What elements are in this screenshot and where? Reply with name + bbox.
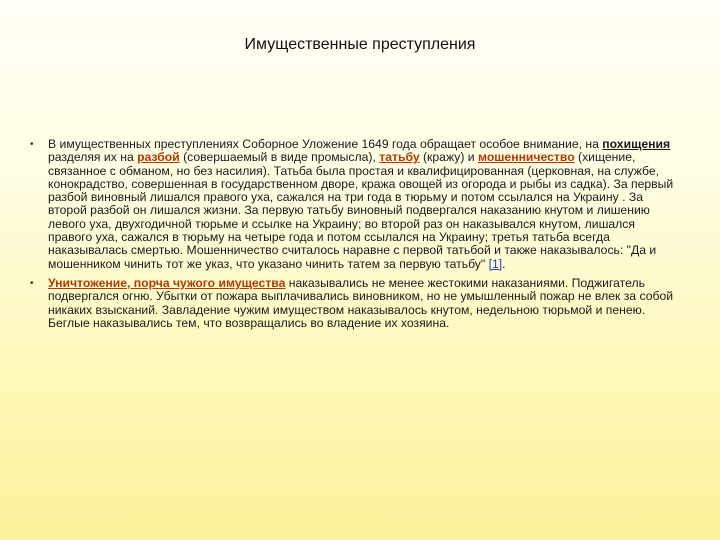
text-segment: В имущественных преступлениях Соборное Уложение 1649 года обращает особое внимание, на [48,137,603,151]
text-segment: (кражу) и [419,150,478,165]
keyword-theft: похищения [602,137,671,151]
text-segment: (совершаемый в виде промысла), [179,150,380,165]
bullet-item-1 [30,138,680,271]
bullet-marker: • [30,277,34,289]
text-segment: наказывались не менее жестокими наказаниями. Поджигатель подвергался огню. Убытки от пожара выплачивались виновником, но не умышленный пожар не влек за собой никаких взысканий. Завладение чужим имуществом наказывалось кнутом, недельною тюрьмой и пенею. Беглые наказывались тем, что возвращались во владение их хозяина. [48,275,674,330]
text-segment: (хищение, связанное с обманом, но без насилия). Татьба была простая и квалифицированная (церковная, на службе, конокрадство, совершенная в государственном дворе, кража овощей из огорода и рыбы из садка). За первый разбой виновный лишался правого уха, сажался на три года в тюрьму и потом ссылался на Украину . За второй разбой он лишался жизни. За первую татьбу виновный подвергался наказанию кнутом и лишению левого уха, двухгодичной тюрьме и ссылке на Украину; во второй раз он наказывался кнутом, лишался правого уха, сажался в тюрьму на четыре года и потом ссылался на Украину; третья татьба всегда наказывалась смертью. Мошенничество считалось наравне с первой татьбой и также наказывалось: "Да и мошенником чинить тот же указ, что указано чинить татем за первую татьбу" [48,150,674,271]
bullet-item-2 [30,277,680,330]
keyword-robbery-link[interactable]: разбой [137,150,180,165]
bullet-marker: • [30,139,34,150]
paragraph [48,276,673,330]
page-title: Имущественные преступления [244,36,476,53]
text-segment: разделяя их на [48,150,138,165]
keyword-fraud-link[interactable]: мошенничество [477,150,575,165]
keyword-destruction-link[interactable]: Уничтожение, порча чужого имущества [48,275,286,290]
paragraph [48,137,673,271]
keyword-tatba-link[interactable]: татьбу [379,150,420,165]
bullet-list [30,138,680,336]
footnote-link[interactable]: [1] [488,256,503,271]
text-segment: . [502,256,506,271]
